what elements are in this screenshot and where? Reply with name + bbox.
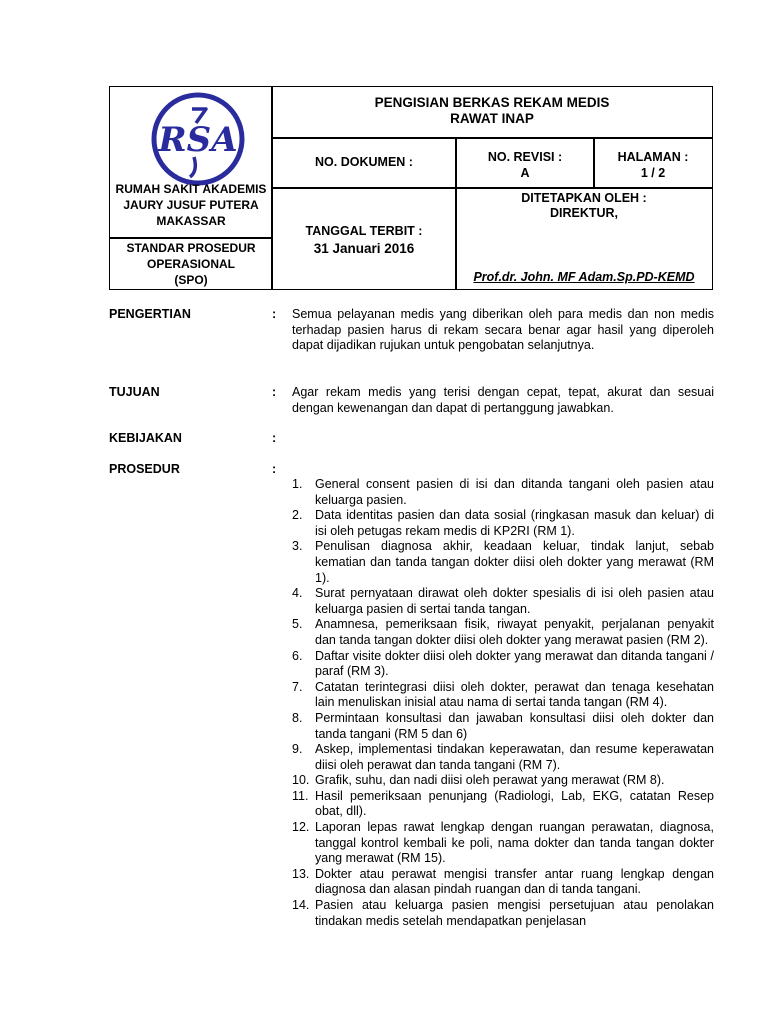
svg-text:RSA: RSA (158, 120, 238, 160)
list-item (292, 477, 714, 508)
prosedur-steps-list (292, 477, 714, 929)
divider-spo-row (110, 237, 271, 239)
step-number: 9. (292, 742, 303, 757)
halaman-value: 1 / 2 (640, 166, 666, 180)
list-item (292, 649, 714, 680)
list-item (292, 617, 714, 648)
prosedur-label: PROSEDUR (109, 462, 180, 476)
list-item (292, 789, 714, 820)
tujuan-colon: : (272, 385, 277, 399)
document-title (272, 95, 712, 127)
step-text: Hasil pemeriksaan penunjang (Radiologi, Lab, EKG, catatan Resep obat, dll). (315, 788, 714, 819)
institution-line-2: JAURY JUSUF PUTERA (123, 198, 259, 212)
tanggal-terbit-label: TANGGAL TERBIT : (305, 224, 423, 238)
step-text: Surat pernyataan dirawat oleh dokter spesialis di isi oleh pasien atau keluarga pasien di sertai tanda tangan. (315, 586, 714, 616)
step-text: Penulisan diagnosa akhir, keadaan keluar, tindak lanjut, sebab kematian dan tanda tangan dokter diisi oleh dokter yang merawat (RM 1). (315, 539, 714, 585)
pengertian-colon: : (272, 307, 277, 321)
no-dokumen-label: NO. DOKUMEN : (315, 155, 413, 169)
step-number: 1. (292, 477, 303, 491)
tujuan-text: Agar rekam medis yang terisi dengan cepat, tepat, akurat dan sesuai dengan kewenangan dan dapat di pertanggung jawabkan. (292, 385, 714, 415)
step-text: Pasien atau keluarga pasien mengisi persetujuan atau penolakan tindakan medis setelah mendapatkan penjelasan (315, 898, 714, 928)
list-item (292, 898, 714, 929)
step-text: Anamnesa, pemeriksaan fisik, riwayat penyakit, perjalanan penyakit dan tanda tangan dokter diisi oleh dokter yang merawat pasien (RM 2). (315, 617, 714, 647)
step-number: 7. (292, 679, 303, 694)
list-item (292, 867, 714, 898)
step-number: 11. (292, 788, 309, 803)
list-item (292, 680, 714, 711)
step-number: 6. (292, 648, 303, 663)
step-number: 2. (292, 508, 303, 523)
step-number: 12. (292, 820, 310, 835)
step-text: Catatan terintegrasi diisi oleh dokter, perawat dan tenaga kesehatan lain menuliskan inisial atau nama di sertai tanda tangan (RM 4). (315, 679, 714, 710)
list-item (292, 711, 714, 742)
step-text: Askep, implementasi tindakan keperawatan, dan resume keperawatan diisi oleh perawat dan tanda tangani (RM 7). (315, 742, 714, 772)
spo-label (110, 240, 272, 288)
step-text: General consent pasien di isi dan ditanda tangani oleh pasien atau keluarga pasien. (315, 477, 714, 507)
step-text: Laporan lepas rawat lengkap dengan ruangan perawatan, diagnosa, tanggal kontrol kembali ke poli, nama dokter dan tanda tangan dokter yang merawat (RM 15). (315, 820, 714, 866)
spo-line-1: STANDAR PROSEDUR (126, 241, 256, 255)
spo-line-3: (SPO) (174, 273, 208, 287)
prosedur-colon: : (272, 462, 277, 476)
no-revisi-value: A (520, 166, 530, 180)
ditetapkan-role: DIREKTUR, (549, 206, 619, 220)
kebijakan-label: KEBIJAKAN (109, 431, 182, 445)
halaman-cell (594, 149, 712, 181)
list-item (292, 773, 714, 789)
step-text: Dokter atau perawat mengisi transfer antar ruang lengkap dengan diagnosa dan alasan pindah ruangan dan di tanda tangani. (315, 866, 714, 897)
institution-line-1: RUMAH SAKIT AKADEMIS (115, 182, 267, 196)
step-text: Permintaan konsultasi dan jawaban konsultasi diisi oleh dokter dan tanda tangani (RM 5 dan 6) (315, 710, 714, 741)
step-text: Grafik, suhu, dan nadi diisi oleh perawat yang merawat (RM 8). (315, 773, 665, 788)
step-number: 14. (292, 898, 310, 913)
divider-title-row (271, 137, 713, 139)
tanggal-terbit-cell (272, 223, 456, 257)
hospital-logo-icon (150, 91, 246, 187)
step-number: 5. (292, 617, 303, 632)
divider-document-row (271, 187, 713, 189)
kebijakan-colon: : (272, 431, 277, 445)
ditetapkan-label: DITETAPKAN OLEH : (521, 191, 647, 205)
spo-line-2: OPERASIONAL (146, 257, 235, 271)
institution-name (110, 181, 272, 229)
tujuan-label: TUJUAN (109, 385, 160, 399)
step-number: 13. (292, 866, 310, 881)
list-item (292, 508, 714, 539)
list-item (292, 742, 714, 773)
step-number: 8. (292, 710, 303, 725)
tanggal-terbit-value: 31 Januari 2016 (313, 241, 415, 256)
title-line-2: RAWAT INAP (450, 111, 534, 126)
step-number: 3. (292, 539, 303, 554)
halaman-label: HALAMAN : (617, 150, 689, 164)
pengertian-label: PENGERTIAN (109, 307, 191, 321)
list-item (292, 539, 714, 586)
list-item (292, 586, 714, 617)
step-number: 10. (292, 773, 310, 788)
header-table (109, 86, 713, 290)
step-text: Data identitas pasien dan data sosial (ringkasan masuk dan keluar) di isi oleh petugas rekam medis di KP2RI (RM 1). (315, 508, 714, 538)
no-revisi-cell (456, 149, 594, 181)
pengertian-text: Semua pelayanan medis yang diberikan oleh para medis dan non medis terhadap pasien harus di rekam secara benar agar hasil yang diperoleh dapat dijadikan rujukan untuk pengobatan selanjutnya. (292, 307, 714, 353)
step-text: Daftar visite dokter diisi oleh dokter yang merawat dan ditanda tangani / paraf (RM 3). (315, 648, 714, 679)
institution-line-3: MAKASSAR (156, 214, 226, 228)
no-revisi-label: NO. REVISI : (487, 150, 563, 164)
step-number: 4. (292, 586, 303, 601)
title-line-1: PENGISIAN BERKAS REKAM MEDIS (374, 95, 610, 110)
list-item (292, 820, 714, 867)
ditetapkan-cell (456, 191, 712, 221)
signatory-name: Prof.dr. John. MF Adam.Sp.PD-KEMD (473, 270, 695, 284)
